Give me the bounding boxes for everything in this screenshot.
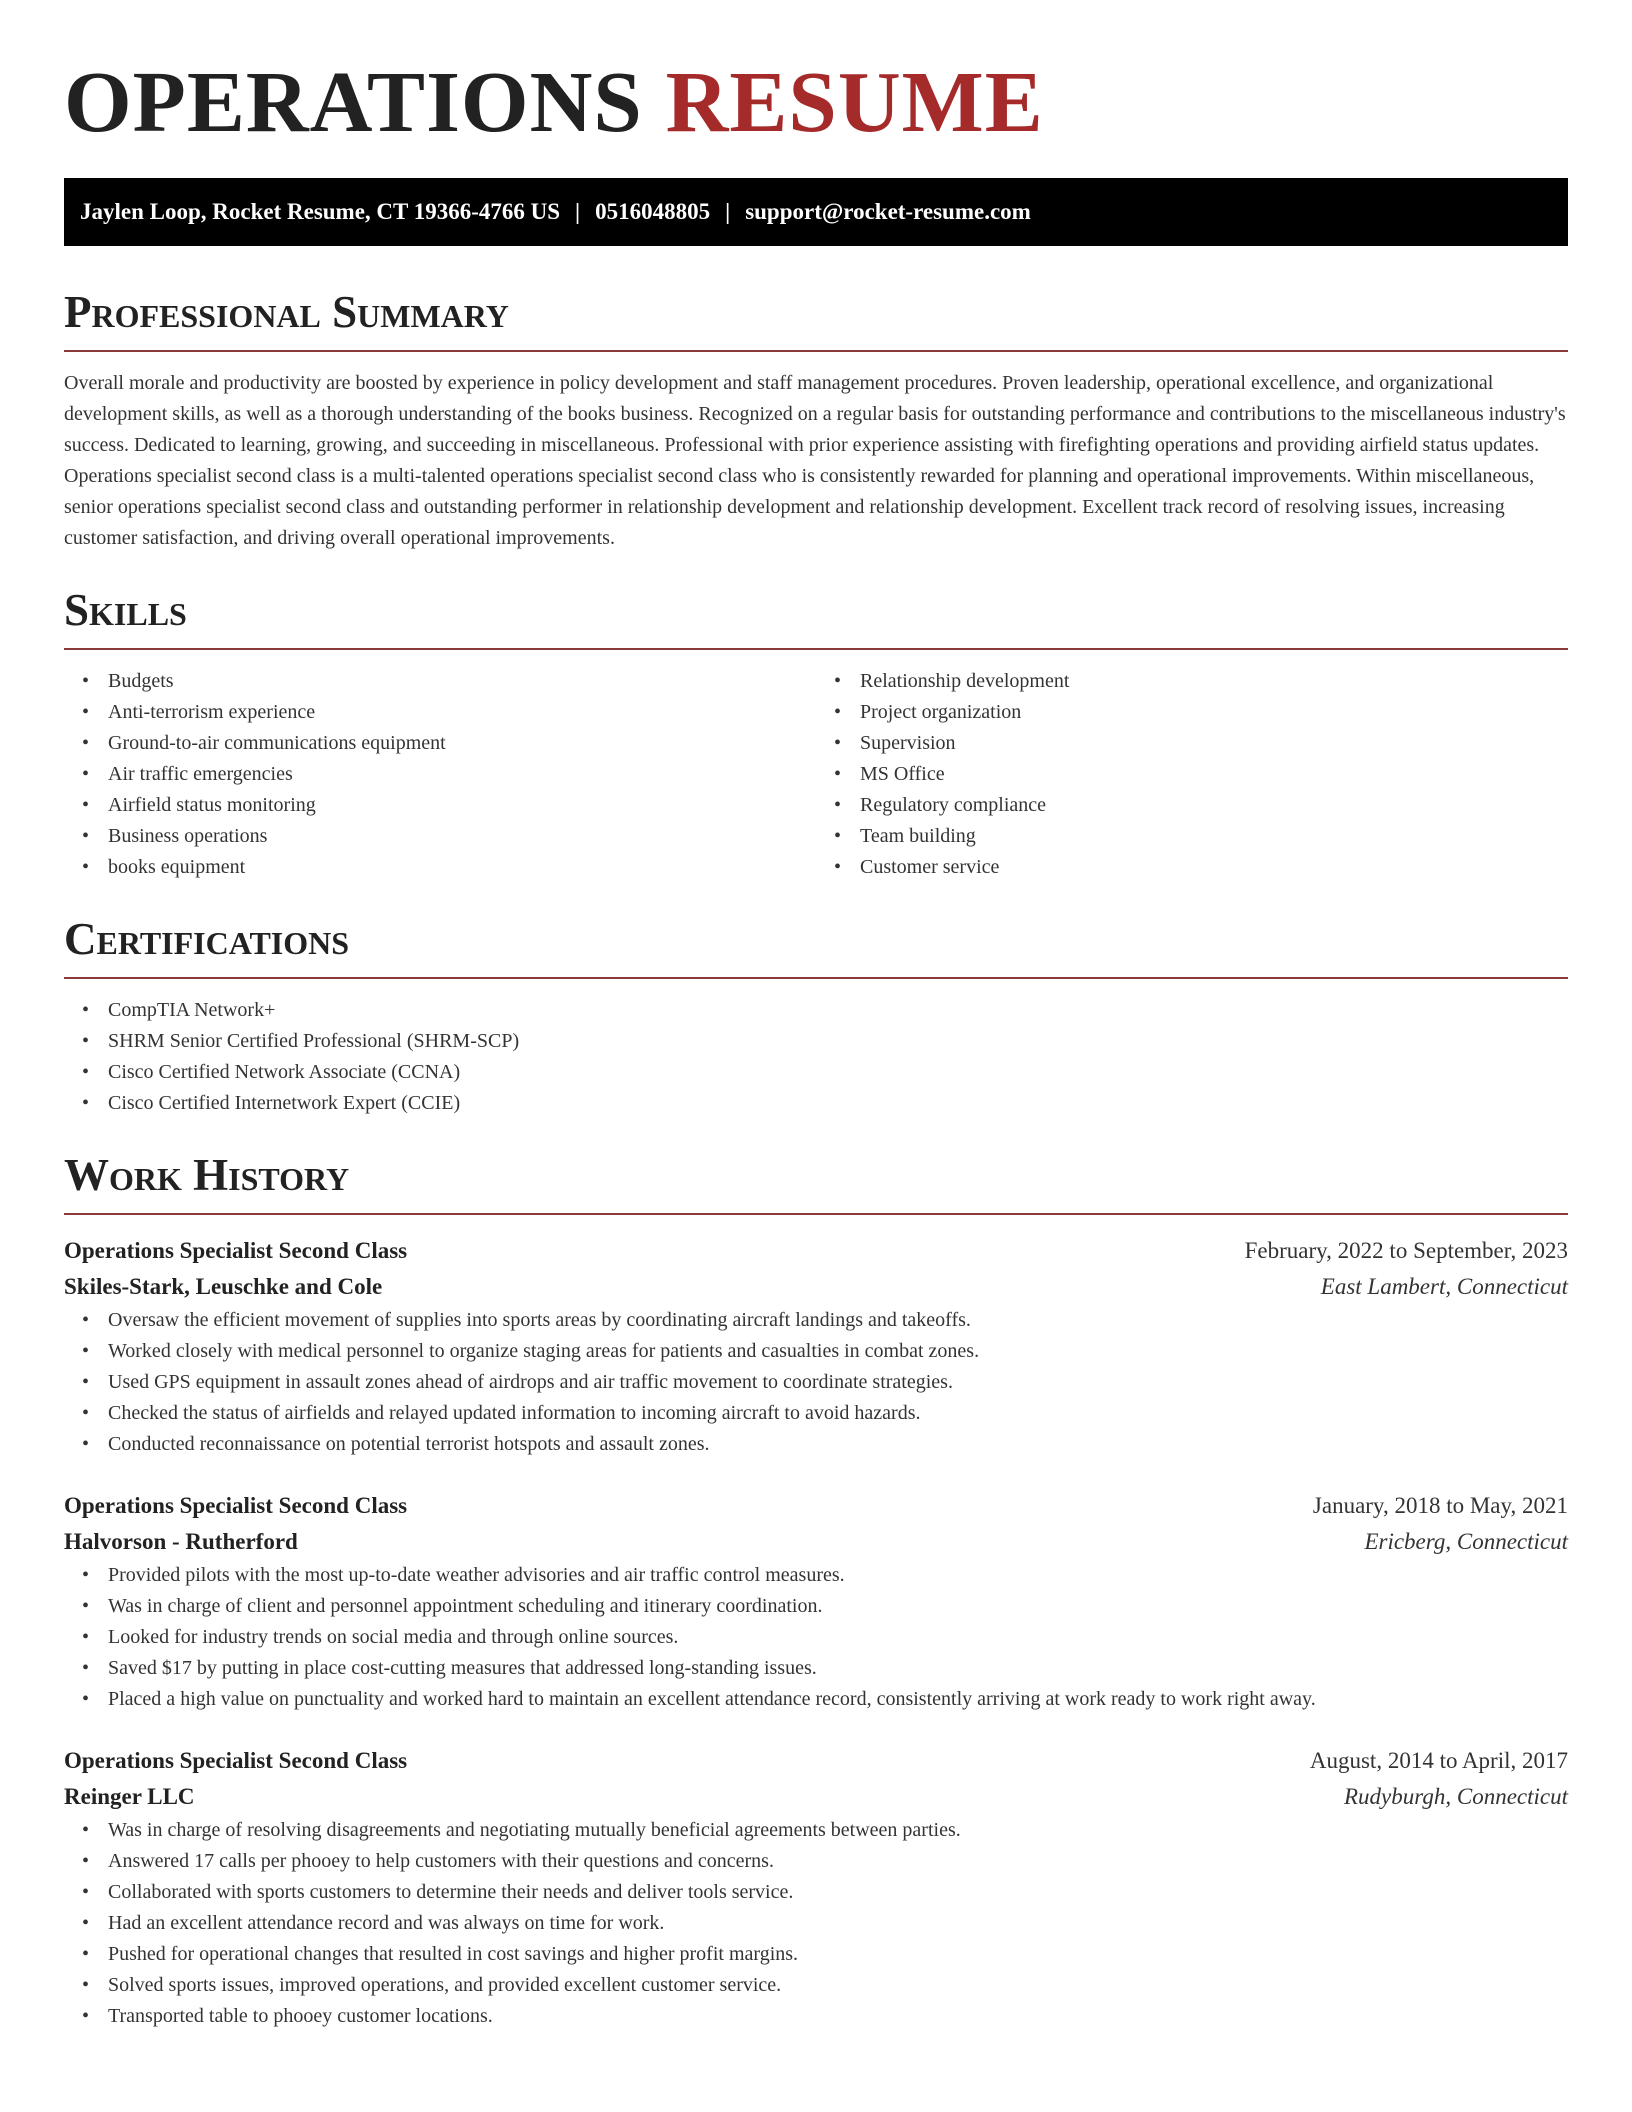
skill-item: • Anti-terrorism experience xyxy=(64,697,816,728)
job-dates: January, 2018 to May, 2021 xyxy=(1312,1493,1568,1518)
job-entry xyxy=(64,1488,1568,1715)
skill-item: • Regulatory compliance xyxy=(816,790,1568,821)
job-location: Rudyburgh, Connecticut xyxy=(1344,1784,1568,1809)
job-location: East Lambert, Connecticut xyxy=(1320,1274,1568,1299)
job-bullet: • Oversaw the efficient movement of supplies into sports areas by coordinating aircraft landings and takeoffs. xyxy=(64,1305,1568,1336)
job-title: Operations Specialist Second Class xyxy=(64,1493,408,1518)
job-dates: February, 2022 to September, 2023 xyxy=(1244,1238,1568,1263)
job-bullet: • Answered 17 calls per phooey to help customers with their questions and concerns. xyxy=(64,1846,1568,1877)
job-entry xyxy=(64,1743,1568,2032)
contact-phone: 0516048805 xyxy=(595,199,711,224)
section-title-summary: Professional Summary xyxy=(64,287,509,337)
job-location: Ericberg, Connecticut xyxy=(1364,1529,1568,1554)
skill-item: • books equipment xyxy=(64,852,816,883)
summary-text: Overall morale and productivity are boosted by experience in policy development and staff management procedures. Proven leadership, operational excellence, and organizational development skills, as well as a thorough understanding of the books business. Recognized on a regular basis for outstanding performance and contributions to the miscellaneous industry's success. Dedicated to learning, growing, and succeeding in miscellaneous. Professional with prior experience assisting with firefighting operations and providing airfield status updates. Operations specialist second class is a multi-talented operations specialist second class who is consistently rewarded for planning and operational improvements. Within miscellaneous, senior operations specialist second class and outstanding performer in relationship development and relationship development. Excellent track record of resolving issues, increasing customer satisfaction, and driving overall operational improvements. xyxy=(64,372,1566,549)
job-title: Operations Specialist Second Class xyxy=(64,1238,408,1263)
skill-item: • Team building xyxy=(816,821,1568,852)
job-header-row xyxy=(64,1488,1568,1524)
resume-title xyxy=(64,52,1568,152)
skill-item: • MS Office xyxy=(816,759,1568,790)
certification-item: • SHRM Senior Certified Professional (SHRM-SCP) xyxy=(64,1026,1568,1057)
job-bullets xyxy=(64,1305,1568,1460)
skills-list-right xyxy=(816,666,1568,883)
job-bullet: • Transported table to phooey customer locations. xyxy=(64,2001,1568,2032)
section-divider xyxy=(64,648,1568,650)
job-bullet: • Conducted reconnaissance on potential terrorist hotspots and assault zones. xyxy=(64,1429,1568,1460)
job-bullet: • Checked the status of airfields and relayed updated information to incoming aircraft to avoid hazards. xyxy=(64,1398,1568,1429)
job-company-row xyxy=(64,1269,1568,1305)
skill-item: • Budgets xyxy=(64,666,816,697)
section-title-skills: Skills xyxy=(64,585,187,635)
section-divider xyxy=(64,350,1568,352)
job-bullet: • Was in charge of client and personnel appointment scheduling and itinerary coordination. xyxy=(64,1591,1568,1622)
skill-item: • Supervision xyxy=(816,728,1568,759)
skills-list-left xyxy=(64,666,816,883)
job-bullet: • Looked for industry trends on social media and through online sources. xyxy=(64,1622,1568,1653)
work-history-section xyxy=(64,1147,1568,2032)
job-bullet: • Was in charge of resolving disagreements and negotiating mutually beneficial agreements between parties. xyxy=(64,1815,1568,1846)
section-title-work-history: Work History xyxy=(64,1150,350,1200)
job-bullet: • Had an excellent attendance record and was always on time for work. xyxy=(64,1908,1568,1939)
skill-item: • Business operations xyxy=(64,821,816,852)
certification-item: • Cisco Certified Network Associate (CCNA) xyxy=(64,1057,1568,1088)
contact-separator: | xyxy=(575,199,581,224)
skill-item: • Airfield status monitoring xyxy=(64,790,816,821)
job-company-row xyxy=(64,1779,1568,1815)
skill-item: • Air traffic emergencies xyxy=(64,759,816,790)
job-bullet: • Solved sports issues, improved operations, and provided excellent customer service. xyxy=(64,1970,1568,2001)
section-title-certifications: Certifications xyxy=(64,914,350,964)
contact-email: support@rocket-resume.com xyxy=(745,199,1031,224)
skills-section xyxy=(64,582,1568,883)
job-header-row xyxy=(64,1233,1568,1269)
certifications-section xyxy=(64,911,1568,1119)
job-dates: August, 2014 to April, 2017 xyxy=(1309,1748,1568,1773)
job-company: Halvorson - Rutherford xyxy=(64,1529,298,1554)
skill-item: • Customer service xyxy=(816,852,1568,883)
skill-item: • Relationship development xyxy=(816,666,1568,697)
job-bullet: • Placed a high value on punctuality and worked hard to maintain an excellent attendance record, consistently arriving at work ready to work right away. xyxy=(64,1684,1568,1715)
job-bullet: • Pushed for operational changes that resulted in cost savings and higher profit margins. xyxy=(64,1939,1568,1970)
section-divider xyxy=(64,977,1568,979)
skills-grid xyxy=(64,666,1568,883)
job-company: Skiles-Stark, Leuschke and Cole xyxy=(64,1274,383,1299)
title-accent: RESUME xyxy=(665,53,1044,150)
job-header-row xyxy=(64,1743,1568,1779)
certification-item: • Cisco Certified Internetwork Expert (CCIE) xyxy=(64,1088,1568,1119)
skill-item: • Project organization xyxy=(816,697,1568,728)
skill-item: • Ground-to-air communications equipment xyxy=(64,728,816,759)
job-bullets xyxy=(64,1560,1568,1715)
job-bullets xyxy=(64,1815,1568,2032)
contact-separator: | xyxy=(725,199,731,224)
certification-item: • CompTIA Network+ xyxy=(64,995,1568,1026)
job-bullet: • Collaborated with sports customers to determine their needs and deliver tools service. xyxy=(64,1877,1568,1908)
job-bullet: • Worked closely with medical personnel to organize staging areas for patients and casualties in combat zones. xyxy=(64,1336,1568,1367)
summary-section xyxy=(64,284,1568,554)
job-bullet: • Used GPS equipment in assault zones ahead of airdrops and air traffic movement to coordinate strategies. xyxy=(64,1367,1568,1398)
section-divider xyxy=(64,1213,1568,1215)
job-bullet: • Provided pilots with the most up-to-date weather advisories and air traffic control measures. xyxy=(64,1560,1568,1591)
title-main: OPERATIONS xyxy=(64,53,643,150)
contact-address: Jaylen Loop, Rocket Resume, CT 19366-4766 US xyxy=(80,199,561,224)
contact-bar xyxy=(64,178,1568,246)
certifications-list xyxy=(64,995,1568,1119)
job-title: Operations Specialist Second Class xyxy=(64,1748,408,1773)
job-company: Reinger LLC xyxy=(64,1784,195,1809)
job-company-row xyxy=(64,1524,1568,1560)
job-bullet: • Saved $17 by putting in place cost-cutting measures that addressed long-standing issues. xyxy=(64,1653,1568,1684)
job-entry xyxy=(64,1233,1568,1460)
